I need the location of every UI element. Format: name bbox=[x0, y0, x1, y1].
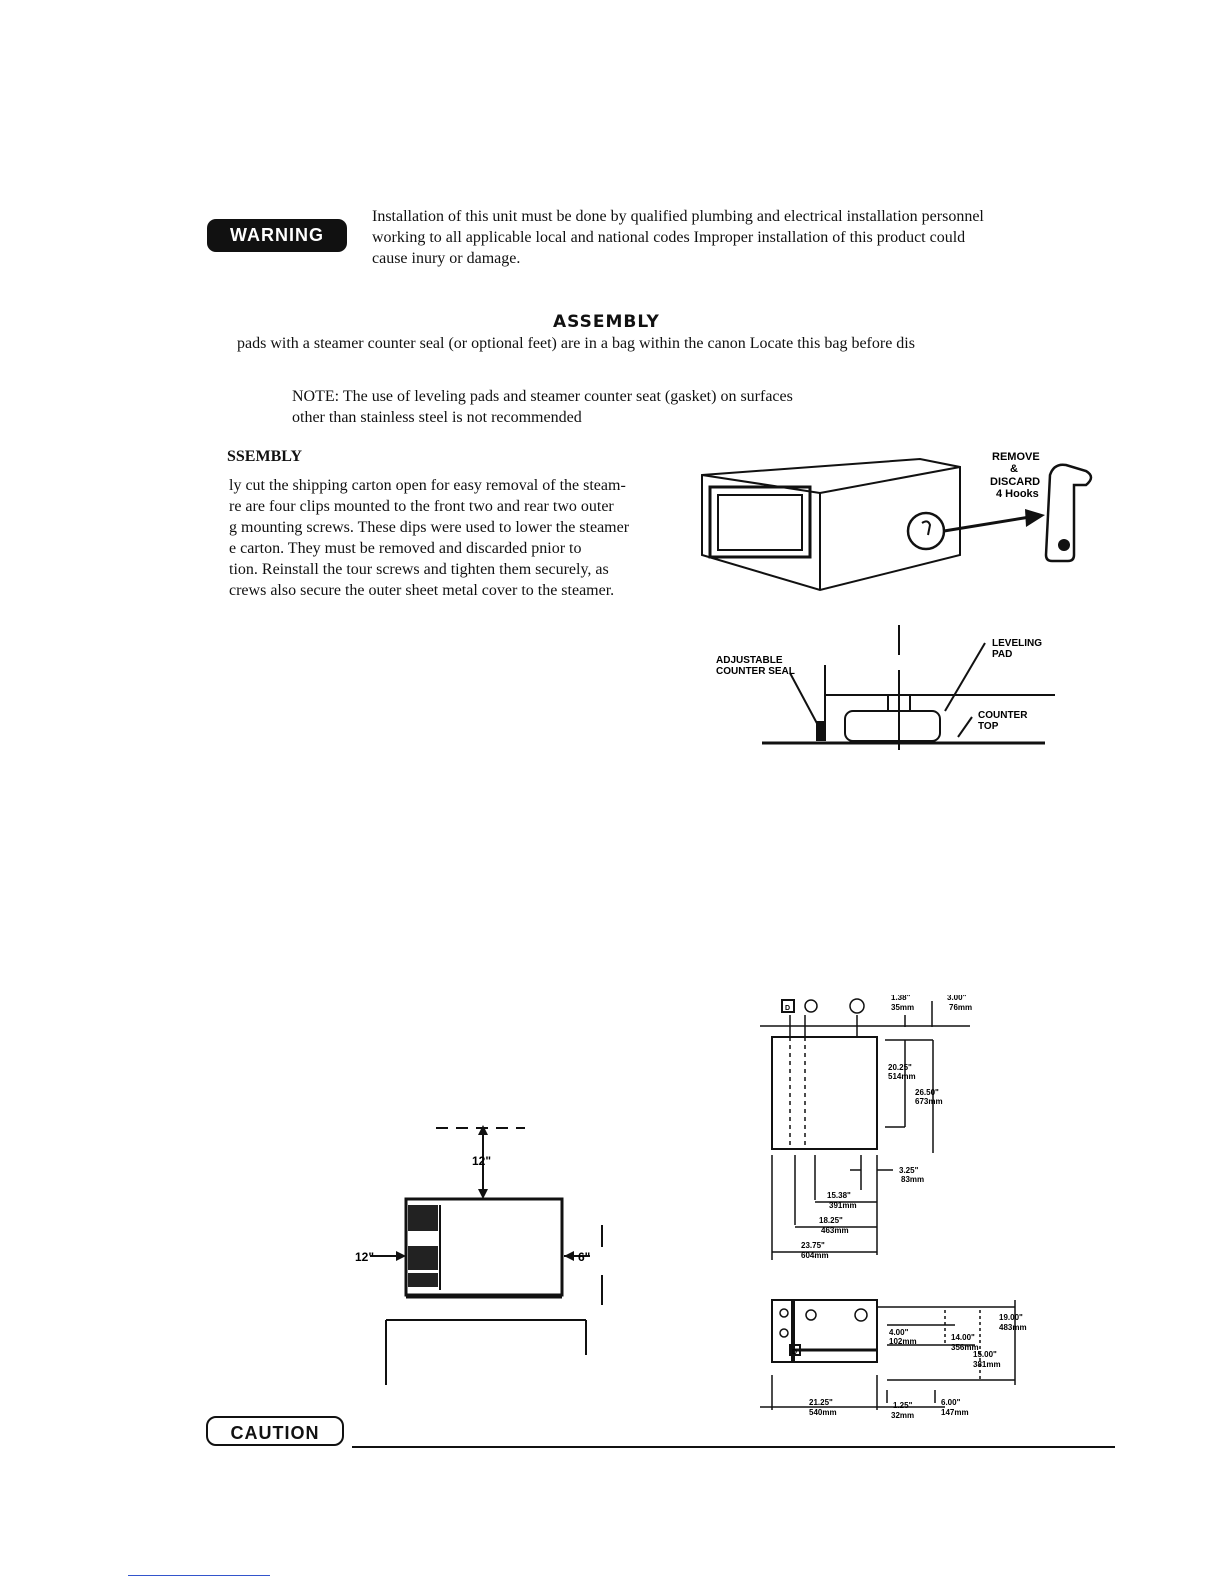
disassembly-line: tion. Reinstall the tour screws and tighten them securely, as bbox=[229, 561, 609, 578]
dim-14b: 32mm bbox=[891, 1411, 915, 1420]
dim-13a: 21.25" bbox=[809, 1398, 833, 1407]
dim-6a: 15.38" bbox=[827, 1191, 851, 1200]
clips-label-2: & bbox=[1010, 463, 1018, 475]
disassembly-heading: SSEMBLY bbox=[227, 448, 302, 465]
warning-badge: WARNING bbox=[207, 219, 347, 252]
dim-8b: 604mm bbox=[801, 1251, 829, 1260]
clips-label-1: REMOVE bbox=[992, 451, 1040, 463]
dim-8a: 23.75" bbox=[801, 1241, 825, 1250]
dim-11b: 356mm bbox=[951, 1343, 979, 1352]
note-line-2: other than stainless steel is not recommended bbox=[292, 409, 582, 426]
dim-6b: 391mm bbox=[829, 1201, 857, 1210]
disassembly-line: re are four clips mounted to the front two and rear two outer bbox=[229, 498, 614, 515]
dim-11a: 14.00" bbox=[951, 1333, 975, 1342]
note-line-1: NOTE: The use of leveling pads and steamer counter seat (gasket) on surfaces bbox=[292, 388, 793, 405]
dim-3a: 20.25" bbox=[888, 1063, 912, 1072]
footer-link-line bbox=[128, 1575, 270, 1576]
steamer-clips-figure bbox=[700, 445, 1100, 595]
seal-label-1: ADJUSTABLE bbox=[716, 655, 783, 666]
dim-10b: 102mm bbox=[889, 1337, 917, 1346]
dim-1a: 1.38" bbox=[891, 995, 911, 1002]
caution-rule bbox=[352, 1446, 1115, 1448]
clearance-right: 6" bbox=[578, 1250, 591, 1264]
disassembly-body bbox=[229, 475, 629, 601]
dim-4a: 26.50" bbox=[915, 1088, 939, 1097]
dim-4b: 673mm bbox=[915, 1097, 943, 1106]
disassembly-line: e carton. They must be removed and discarded pnior to bbox=[229, 540, 582, 557]
dim-12a: 15.00" bbox=[973, 1350, 997, 1359]
dim-7a: 18.25" bbox=[819, 1216, 843, 1225]
dim-7b: 463mm bbox=[821, 1226, 849, 1235]
disassembly-line: ly cut the shipping carton open for easy removal of the steam- bbox=[229, 477, 626, 494]
assembly-intro: pads with a steamer counter seal (or optional feet) are in a bag within the canon Locate this bag before dis bbox=[237, 335, 915, 352]
caution-badge: CAUTION bbox=[206, 1416, 344, 1446]
leveling-pad-figure bbox=[710, 625, 1060, 760]
dim-12b: 381mm bbox=[973, 1360, 1001, 1369]
drain-symbol: D bbox=[785, 1005, 791, 1012]
dim-3b: 514mm bbox=[888, 1072, 916, 1081]
pad-label-2: PAD bbox=[992, 649, 1013, 660]
top-label-2: TOP bbox=[978, 721, 999, 732]
dim-5a: 3.25" bbox=[899, 1166, 919, 1175]
clearance-figure bbox=[350, 1125, 615, 1395]
clearance-left: 12" bbox=[355, 1250, 375, 1264]
dim-15b: 147mm bbox=[941, 1408, 969, 1417]
assembly-heading: ASSEMBLY bbox=[553, 312, 660, 332]
dim-10a: 4.00" bbox=[889, 1328, 909, 1337]
clearance-top: 12" bbox=[472, 1154, 492, 1168]
dim-15a: 6.00" bbox=[941, 1398, 961, 1407]
dim-1b: 35mm bbox=[891, 1003, 915, 1012]
dim-9a: 19.00" bbox=[999, 1313, 1023, 1322]
disassembly-line: g mounting screws. These dips were used to lower the steamer bbox=[229, 519, 630, 536]
dim-14a: 1.25" bbox=[893, 1401, 913, 1410]
dim-2a: 3.00" bbox=[947, 995, 967, 1002]
dim-5b: 83mm bbox=[901, 1175, 925, 1184]
dim-2b: 76mm bbox=[949, 1003, 973, 1012]
seal-label-2: COUNTER SEAL bbox=[716, 666, 795, 677]
clips-label-3: DISCARD bbox=[990, 476, 1041, 488]
disassembly-line: crews also secure the outer sheet metal cover to the steamer. bbox=[229, 582, 615, 599]
clips-label-4: 4 Hooks bbox=[996, 488, 1039, 500]
pad-label-1: LEVELING bbox=[992, 638, 1043, 649]
drain-symbol-lower: D bbox=[792, 1349, 798, 1356]
top-label-1: COUNTER bbox=[978, 710, 1028, 721]
dim-13b: 540mm bbox=[809, 1408, 837, 1417]
dimension-figure bbox=[755, 995, 1050, 1435]
dim-9b: 483mm bbox=[999, 1323, 1027, 1332]
warning-text: Installation of this unit must be done by qualified plumbing and electrical installation personnel working to all applicable local and national codes Improper installation of this product could cause inury or damage. bbox=[372, 208, 984, 267]
